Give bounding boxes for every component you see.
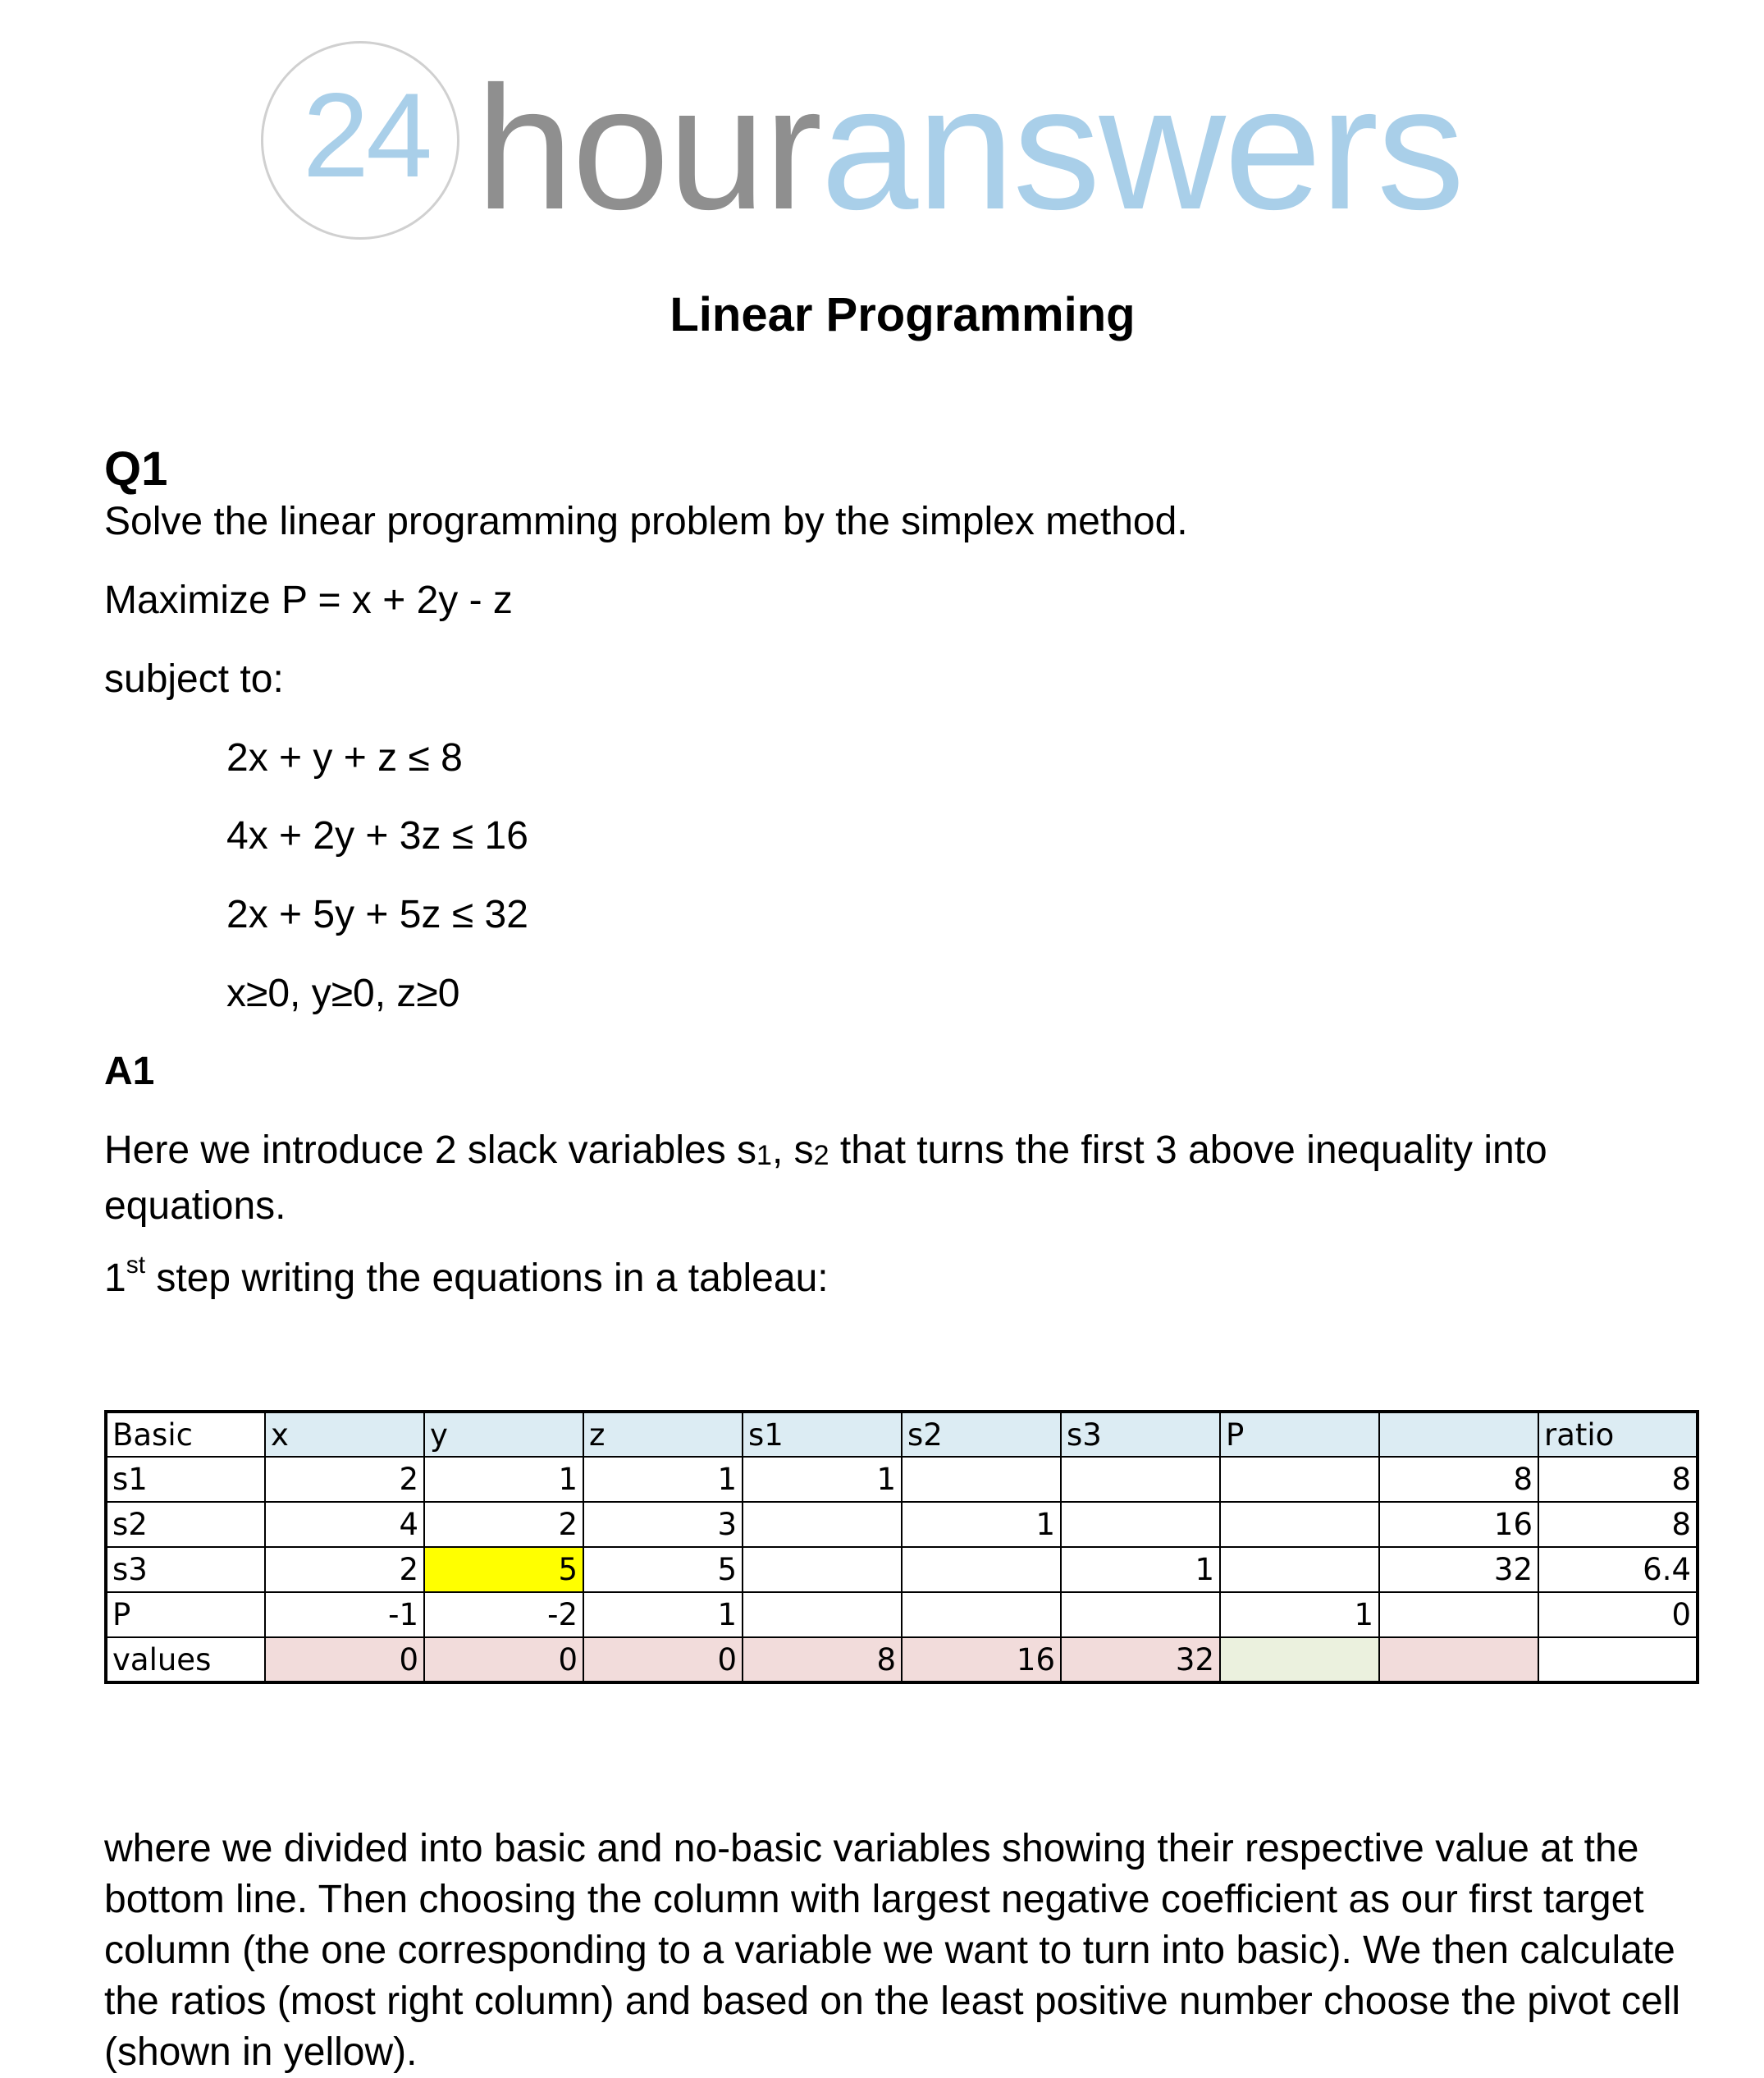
tableau-cell [743,1592,902,1637]
tableau-header-cell: s2 [902,1412,1061,1457]
tableau-cell: -1 [265,1592,424,1637]
tableau-cell [743,1502,902,1547]
tableau-cell [902,1592,1061,1637]
intro-subscript-2: 2 [813,1140,829,1171]
explanation-paragraph: where we divided into basic and no-basic variables showing their respective value at the bottom line. Then choosing the column with largest negative coefficient as our first target column (the one corresponding to a variable we want to turn into basic). We then calculate the ratios (most right column) and based on the least positive number choose the pivot cell (shown in yellow). [104,1827,1681,2074]
constraint-3: 2x + 5y + 5z ≤ 32 [226,893,528,936]
simplex-tableau [104,1410,1699,1684]
step-number: 1 [104,1256,126,1300]
tableau-cell: 4 [265,1502,424,1547]
tableau-cell [1061,1592,1220,1637]
step-text: step writing the equations in a tableau: [145,1256,829,1300]
tableau-header-cell: s3 [1061,1412,1220,1457]
tableau-row-label: values [106,1637,265,1682]
tableau-cell [1379,1592,1538,1637]
constraint-nonnegativity: x≥0, y≥0, z≥0 [226,972,460,1015]
tableau-cell [1379,1637,1538,1682]
tableau-cell: 2 [265,1457,424,1502]
subject-to-label: subject to: [104,657,284,701]
tableau-cell: 2 [265,1547,424,1592]
tableau-row [106,1592,1698,1637]
tableau-cell [743,1547,902,1592]
tableau-cell: 5 [583,1547,743,1592]
tableau-cell: 0 [424,1637,583,1682]
tableau-row-label: s2 [106,1502,265,1547]
tableau-cell: 16 [902,1637,1061,1682]
answer-label: A1 [104,1050,155,1093]
tableau-cell: 1 [1220,1592,1379,1637]
tableau-cell: 8 [1538,1457,1698,1502]
question-label: Q1 [104,442,168,496]
logo-hour: hour [476,50,821,246]
logo-answers: answers [820,50,1464,246]
tableau-cell: 2 [424,1502,583,1547]
tableau-cell: 16 [1379,1502,1538,1547]
tableau-cell: -2 [424,1592,583,1637]
logo-wordmark [476,50,1464,246]
tableau-row [106,1502,1698,1547]
logo [261,36,1464,249]
tableau-cell [902,1457,1061,1502]
tableau-cell [1538,1637,1698,1682]
answer-intro [104,1125,1712,1232]
tableau-cell: 6.4 [1538,1547,1698,1592]
tableau-cell: 8 [743,1637,902,1682]
tableau-header-cell: P [1220,1412,1379,1457]
intro-part-3: that turns the first 3 above inequality into equations. [104,1128,1547,1228]
tableau-header-cell: y [424,1412,583,1457]
tableau-cell: 3 [583,1502,743,1547]
question-prompt: Solve the linear programming problem by the simplex method. [104,500,1188,543]
intro-part-1: Here we introduce 2 slack variables s [104,1128,757,1172]
tableau-cell [1061,1457,1220,1502]
constraint-1: 2x + y + z ≤ 8 [226,736,463,780]
tableau-cell [1220,1637,1379,1682]
constraint-2: 4x + 2y + 3z ≤ 16 [226,814,528,858]
tableau-cell: 1 [902,1502,1061,1547]
tableau-cell: 0 [583,1637,743,1682]
tableau-cell: 1 [583,1457,743,1502]
tableau-cell [1061,1502,1220,1547]
step-ordinal: st [126,1252,146,1279]
tableau-cell: 32 [1061,1637,1220,1682]
tableau-header-cell: ratio [1538,1412,1698,1457]
tableau-values-row [106,1637,1698,1682]
objective-function: Maximize P = x + 2y - z [104,579,513,622]
tableau-header-cell: x [265,1412,424,1457]
intro-part-2: , s [771,1128,814,1172]
tableau-cell [1220,1547,1379,1592]
tableau-row [106,1457,1698,1502]
tableau-cell: 1 [743,1457,902,1502]
tableau-row [106,1547,1698,1592]
intro-subscript-1: 1 [756,1140,772,1171]
tableau-cell: 8 [1379,1457,1538,1502]
logo-number: 24 [302,68,430,202]
tableau-header-cell: z [583,1412,743,1457]
tableau-header-cell: Basic [106,1412,265,1457]
tableau-cell [1220,1457,1379,1502]
tableau-header-row [106,1412,1698,1457]
step-heading [104,1252,829,1301]
page-title: Linear Programming [669,288,1136,341]
tableau-cell: 1 [424,1457,583,1502]
tableau-cell: 0 [1538,1592,1698,1637]
tableau-cell: 32 [1379,1547,1538,1592]
tableau-cell: 1 [1061,1547,1220,1592]
tableau-cell: 0 [265,1637,424,1682]
tableau-header-cell [1379,1412,1538,1457]
tableau-row-label: s3 [106,1547,265,1592]
tableau-cell: 8 [1538,1502,1698,1547]
pivot-cell: 5 [424,1547,583,1592]
tableau-row-label: P [106,1592,265,1637]
tableau-row-label: s1 [106,1457,265,1502]
tableau-cell: 1 [583,1592,743,1637]
tableau-header-cell: s1 [743,1412,902,1457]
tableau-cell [1220,1502,1379,1547]
tableau-cell [902,1547,1061,1592]
